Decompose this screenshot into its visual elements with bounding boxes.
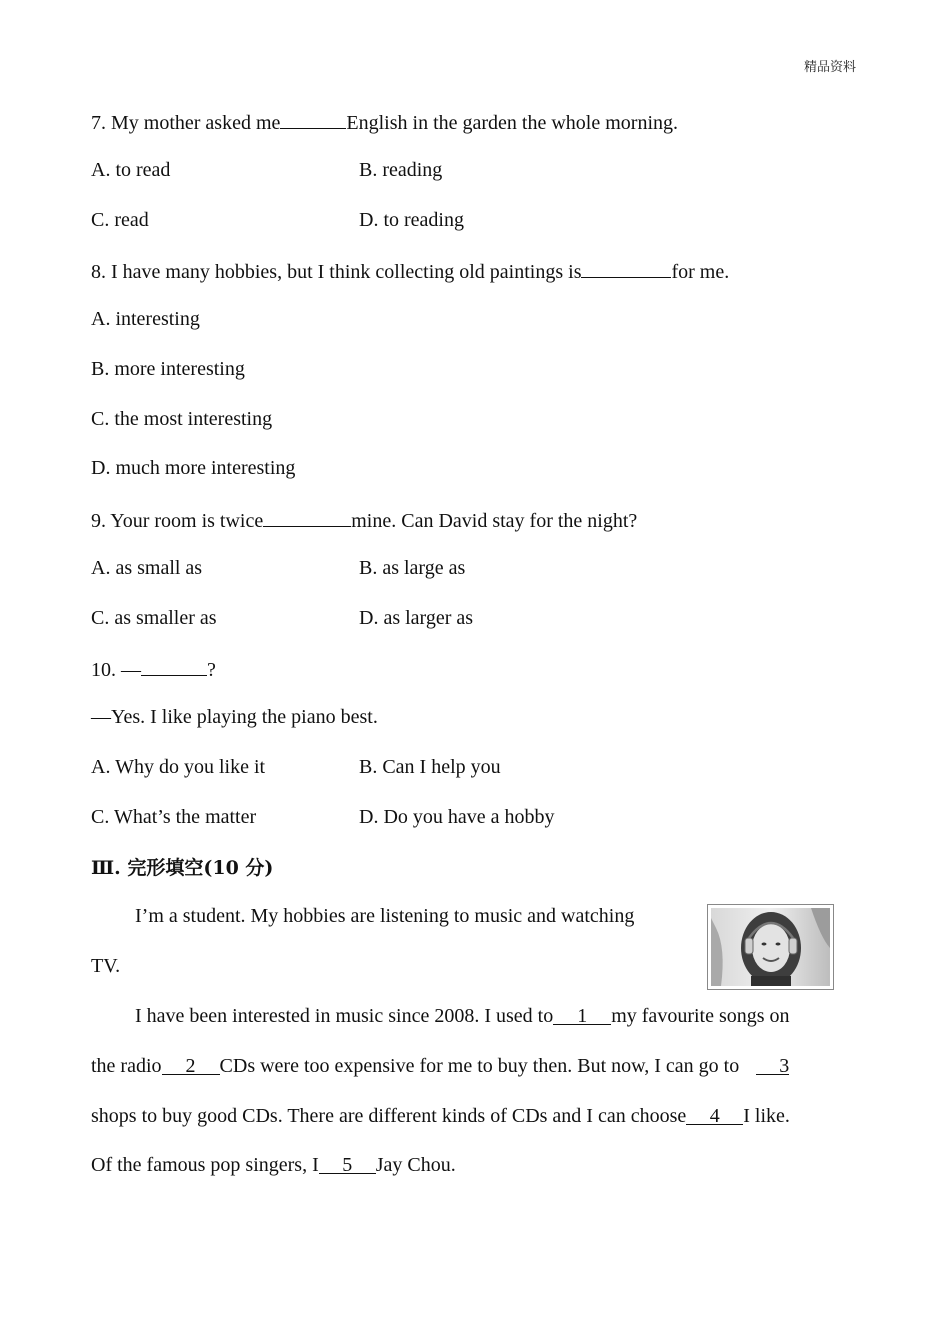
question-9-stem: 9. Your room is twice mine. Can David stay for the night? xyxy=(91,506,637,533)
option: A. as small as xyxy=(91,557,203,579)
option: D. much more interesting xyxy=(91,457,296,479)
answer-blank xyxy=(141,655,207,676)
girl-with-headphones-photo xyxy=(707,904,834,990)
option: C. as smaller as xyxy=(91,607,217,629)
cloze-blank-5: 5 xyxy=(319,1153,376,1174)
question-8-stem: 8. I have many hobbies, but I think collecting old paintings is for me. xyxy=(91,257,729,284)
option: B. Can I help you xyxy=(359,756,501,778)
option: B. as large as xyxy=(359,557,466,579)
option: A. interesting xyxy=(91,308,200,330)
page-header-tag: 精品资料 xyxy=(804,60,857,75)
passage-line: shops to buy good CDs. There are different kinds of CDs and I can choose 4 I like. xyxy=(91,1105,790,1127)
question-10-reply: —Yes. I like playing the piano best. xyxy=(91,706,378,728)
option: D. to reading xyxy=(359,209,464,231)
answer-blank xyxy=(263,506,351,527)
passage-line: I’m a student. My hobbies are listening to music and watching xyxy=(135,905,635,927)
option: C. read xyxy=(91,209,149,231)
option: D. as larger as xyxy=(359,607,474,629)
option: A. Why do you like it xyxy=(91,756,266,778)
question-7-stem: 7. My mother asked me English in the garden the whole morning. xyxy=(91,108,678,135)
option: C. the most interesting xyxy=(91,408,273,430)
answer-blank xyxy=(280,108,346,129)
passage-line: Of the famous pop singers, I 5 Jay Chou. xyxy=(91,1154,456,1176)
option: A. to read xyxy=(91,159,171,181)
cloze-blank-4: 4 xyxy=(686,1104,743,1125)
option: C. What’s the matter xyxy=(91,806,257,828)
question-10-stem: 10. — ? xyxy=(91,655,216,682)
cloze-blank-2: 2 xyxy=(162,1054,220,1075)
cloze-blank-3: 3 xyxy=(756,1054,789,1075)
passage-line: the radio 2 CDs were too expensive for me to buy then. But now, I can go to 3 xyxy=(91,1055,790,1077)
cloze-blank-1: 1 xyxy=(553,1004,611,1025)
option: B. more interesting xyxy=(91,358,245,380)
answer-blank xyxy=(581,257,671,278)
section-title: Ⅲ. 完形填空(10 分) xyxy=(91,857,274,879)
option: B. reading xyxy=(359,159,443,181)
passage-line: TV. xyxy=(91,955,121,977)
option: D. Do you have a hobby xyxy=(359,806,555,828)
passage-line: I have been interested in music since 2008. I used to 1 my favourite songs on xyxy=(135,1005,790,1027)
